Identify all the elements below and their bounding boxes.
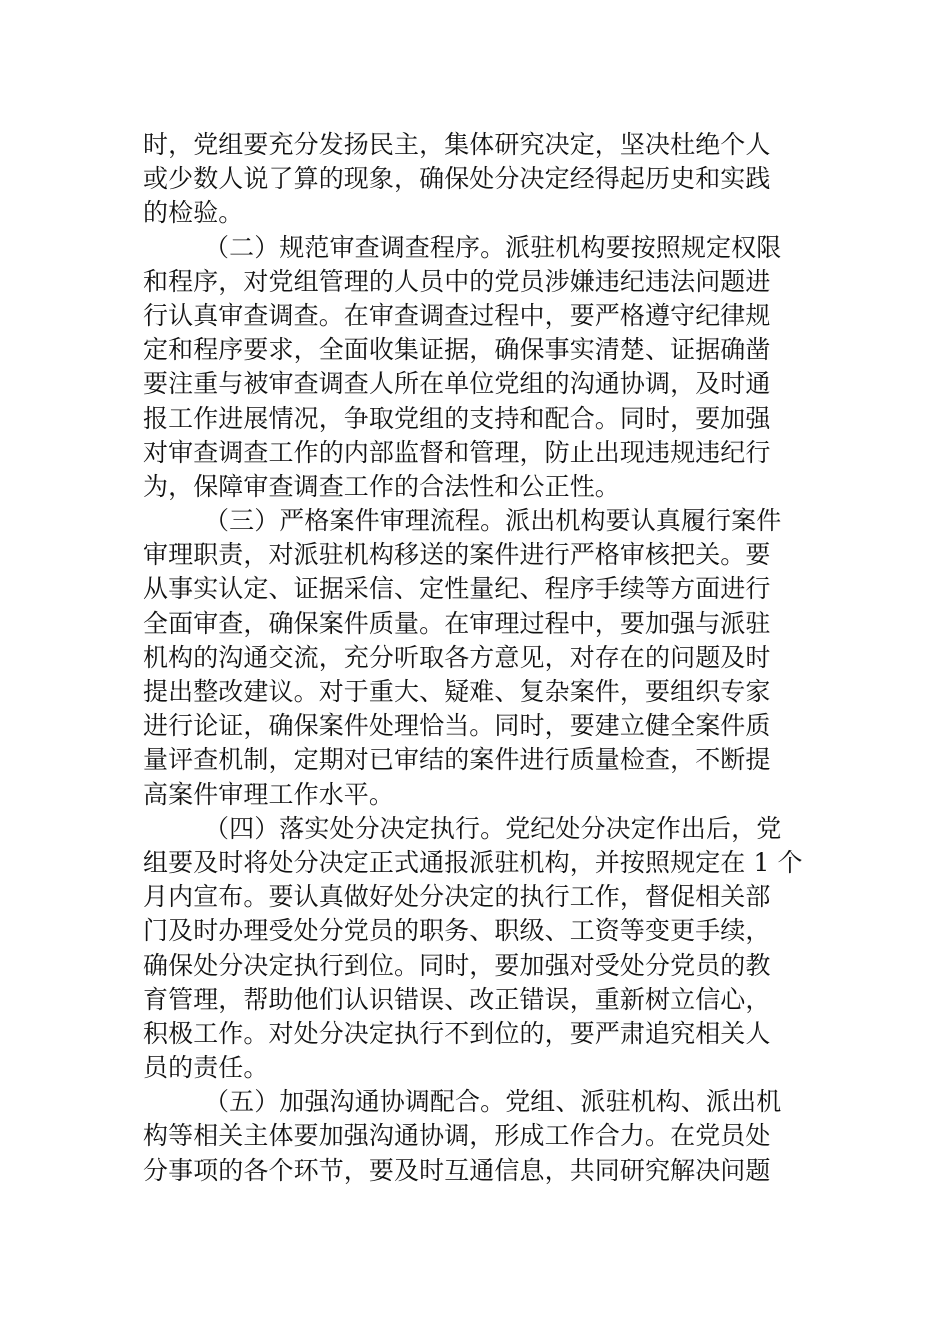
text-line: 的检验。 [143, 198, 244, 228]
text-line: 组要及时将处分决定正式通报派驻机构，并按照规定在 1 个 [143, 847, 803, 877]
text-line: 全面审查，确保案件质量。在审理过程中，要加强与派驻 [143, 608, 771, 638]
text-line: 时，党组要充分发扬民主，集体研究决定，坚决杜绝个人 [143, 130, 771, 159]
text-line: 报工作进展情况，争取党组的支持和配合。同时，要加强 [143, 403, 771, 433]
text-line: 构等相关主体要加强沟通协调，形成工作合力。在党员处 [143, 1121, 771, 1151]
text-line: 行认真审查调查。在审查调查过程中，要严格遵守纪律规 [143, 300, 771, 330]
text-line: 高案件审理工作水平。 [143, 779, 395, 809]
text-line: 量评查机制，定期对已审结的案件进行质量检查，不断提 [143, 745, 771, 775]
text-line: 从事实认定、证据采信、定性量纪、程序手续等方面进行 [143, 574, 771, 604]
text-line: 门及时办理受处分党员的职务、职级、工资等变更手续， [143, 916, 771, 946]
document-body [143, 128, 807, 1188]
text-line: 育管理，帮助他们认识错误、改正错误，重新树立信心， [143, 984, 771, 1014]
text-line: 机构的沟通交流，充分听取各方意见，对存在的问题及时 [143, 642, 771, 672]
text-line: 分事项的各个环节，要及时互通信息，共同研究解决问题 [143, 1155, 771, 1185]
text-line: 和程序，对党组管理的人员中的党员涉嫌违纪违法问题进 [143, 266, 771, 296]
text-line: 对审查调查工作的内部监督和管理，防止出现违规违纪行 [143, 437, 771, 467]
paragraph-heading-line: （五）加强沟通协调配合。党组、派驻机构、派出机 [204, 1087, 782, 1117]
paragraph-heading-line: （四）落实处分决定执行。党纪处分决定作出后，党 [204, 813, 782, 843]
text-line: 要注重与被审查调查人所在单位党组的沟通协调，及时通 [143, 369, 771, 399]
text-line: 提出整改建议。对于重大、疑难、复杂案件，要组织专家 [143, 677, 771, 706]
text-line: 审理职责，对派驻机构移送的案件进行严格审核把关。要 [143, 540, 771, 570]
text-line: 进行论证，确保案件处理恰当。同时，要建立健全案件质 [143, 711, 771, 741]
text-line: 确保处分决定执行到位。同时，要加强对受处分党员的教 [143, 950, 771, 980]
text-line: 积极工作。对处分决定执行不到位的，要严肃追究相关人 [143, 1018, 771, 1048]
text-line: 或少数人说了算的现象，确保处分决定经得起历史和实践 [143, 164, 771, 194]
paragraph-heading-line: （二）规范审查调查程序。派驻机构要按照规定权限 [204, 232, 782, 262]
text-line: 定和程序要求，全面收集证据，确保事实清楚、证据确凿 [143, 335, 771, 365]
text-line: 月内宣布。要认真做好处分决定的执行工作，督促相关部 [143, 882, 771, 912]
text-line: 员的责任。 [143, 1053, 269, 1083]
paragraph-heading-line: （三）严格案件审理流程。派出机构要认真履行案件 [204, 506, 782, 536]
text-line: 为，保障审查调查工作的合法性和公正性。 [143, 471, 620, 501]
